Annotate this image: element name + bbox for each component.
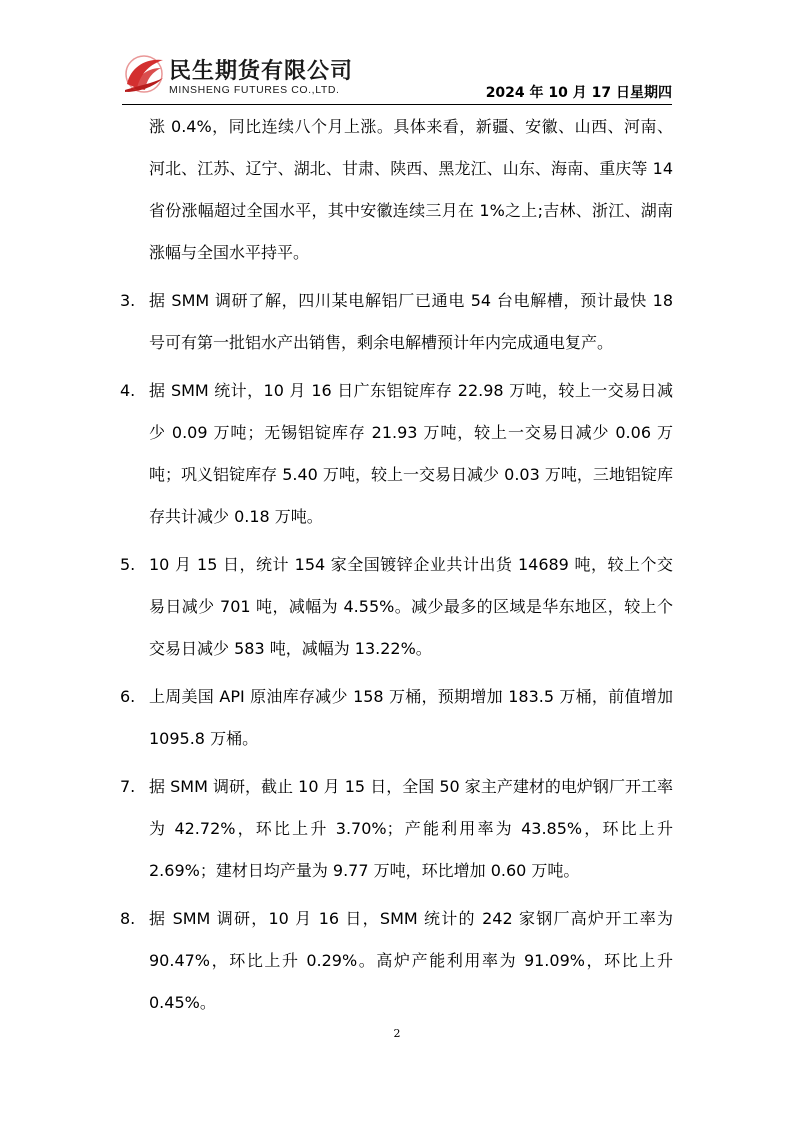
list-item: [0, 676, 673, 760]
minsheng-logo-icon: [123, 54, 165, 94]
list-item-text: 据 SMM 调研，10 月 16 日，SMM 统计的 242 家钢厂高炉开工率为 90.47%，环比上升 0.29%。高炉产能利用率为 91.09%，环比上升 0.45%。: [149, 909, 673, 1012]
list-item-number: 7.: [120, 777, 136, 796]
document-body: [0, 106, 794, 1024]
paragraph-continuation: [0, 106, 673, 274]
list-item-text: 据 SMM 统计，10 月 16 日广东铝锭库存 22.98 万吨，较上一交易日减少 0.09 万吨；无锡铝锭库存 21.93 万吨，较上一交易日减少 0.06 万吨；巩义铝锭库存 5.40 万吨，较上一交易日减少 0.03 万吨，三地铝锭库存共计减少 0.18 万吨。: [149, 381, 673, 526]
list-item-number: 6.: [120, 687, 136, 706]
list-item-number: 4.: [120, 381, 136, 400]
list-item-text: 上周美国 API 原油库存减少 158 万桶，预期增加 183.5 万桶，前值增加 1095.8 万桶。: [149, 687, 673, 748]
company-logo: [123, 52, 363, 102]
list-item: [0, 544, 673, 670]
list-item: [0, 898, 673, 1024]
list-item-number: 8.: [120, 909, 136, 928]
list-item-number: 3.: [120, 291, 136, 310]
header-divider: [122, 104, 672, 105]
list-item-number: 5.: [120, 555, 136, 574]
list-item-text: 据 SMM 调研，截止 10 月 15 日，全国 50 家主产建材的电炉钢厂开工率为 42.72%，环比上升 3.70%；产能利用率为 43.85%，环比上升 2.69%；建材日均产量为 9.77 万吨，环比增加 0.60 万吨。: [149, 777, 673, 880]
paragraph-text: 涨 0.4%，同比连续八个月上涨。具体来看，新疆、安徽、山西、河南、河北、江苏、辽宁、湖北、甘肃、陕西、黑龙江、山东、海南、重庆等 14 省份涨幅超过全国水平，其中安徽连续三月在 1%之上;吉林、浙江、湖南涨幅与全国水平持平。: [149, 117, 673, 262]
company-name-en: MINSHENG FUTURES CO.,LTD.: [169, 84, 340, 96]
list-item-text: 10 月 15 日，统计 154 家全国镀锌企业共计出货 14689 吨，较上个交易日减少 701 吨，减幅为 4.55%。减少最多的区域是华东地区，较上个交易日减少 583 吨，减幅为 13.22%。: [149, 555, 673, 658]
page-number: 2: [393, 1027, 401, 1040]
page-header: [0, 0, 794, 106]
list-item: [0, 370, 673, 538]
company-name-cn: 民生期货有限公司: [169, 59, 354, 84]
list-item: [0, 280, 673, 364]
list-item-text: 据 SMM 调研了解，四川某电解铝厂已通电 54 台电解槽，预计最快 18 号可有第一批铝水产出销售，剩余电解槽预计年内完成通电复产。: [149, 291, 673, 352]
list-item: [0, 766, 673, 892]
report-date: 2024 年 10 月 17 日星期四: [485, 85, 672, 101]
